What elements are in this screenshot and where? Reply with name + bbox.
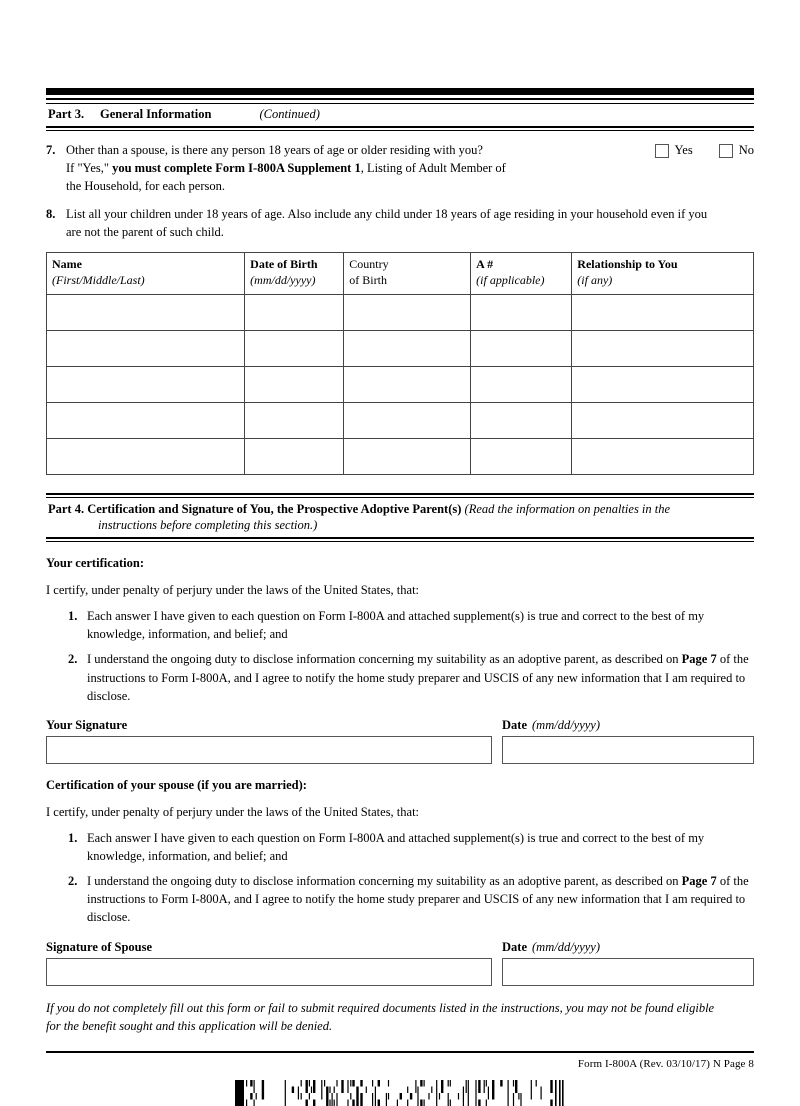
list-item-number: 2.	[68, 652, 78, 667]
cell-relationship[interactable]	[572, 330, 754, 366]
list-item-number: 1.	[68, 830, 78, 845]
your-date-input[interactable]	[502, 736, 754, 764]
table-row	[47, 366, 754, 402]
warning-line-2: for the benefit sought and this application will be denied.	[46, 1018, 333, 1033]
children-table-header	[47, 252, 754, 294]
question-7-no-label: No	[738, 143, 754, 158]
your-certification-list	[46, 607, 754, 705]
question-7-line-2-pre: If "Yes,"	[66, 160, 113, 175]
cell-country[interactable]	[344, 402, 471, 438]
cell-anumber[interactable]	[471, 330, 572, 366]
list-item-number: 2.	[68, 874, 78, 889]
children-table-header-row	[47, 252, 754, 294]
part-3-continued: (Continued)	[259, 107, 320, 121]
column-header-anumber-hint: (if applicable)	[476, 272, 545, 287]
question-7-number: 7.	[46, 143, 56, 158]
part-3-rule-bottom	[46, 130, 754, 132]
your-date-label	[502, 718, 754, 733]
list-item-text-a: I understand the ongoing duty to disclose information concerning my suitability as an adoptive parent, as described on	[87, 652, 682, 667]
spouse-signature-input[interactable]	[46, 958, 492, 986]
list-item-text-a: Each answer I have given to each question on Form I-800A and attached supplement(s) is true and correct to the best of my knowledge, information, and belief; and	[87, 830, 705, 864]
list-item	[46, 607, 754, 643]
cell-anumber[interactable]	[471, 438, 572, 474]
cell-relationship[interactable]	[572, 438, 754, 474]
list-item-text-a: Each answer I have given to each question on Form I-800A and attached supplement(s) is true and correct to the best of my knowledge, information, and belief; and	[87, 609, 705, 642]
question-8	[46, 206, 754, 242]
column-header-dob-hint: (mm/dd/yyyy)	[250, 272, 316, 287]
part-4-heading	[46, 498, 754, 537]
question-7-yes-label: Yes	[674, 143, 693, 158]
column-header-name	[47, 252, 245, 294]
cell-dob[interactable]	[245, 438, 344, 474]
question-7-supplement-emphasis: you must complete Form I-800A Supplement 1	[112, 160, 361, 175]
spouse-date-format-hint: (mm/dd/yyyy)	[532, 939, 601, 954]
list-item	[46, 650, 754, 704]
question-7-answer-group	[641, 142, 754, 195]
question-8-line-2: are not the parent of such child.	[66, 225, 224, 240]
spouse-certification-heading: Certification of your spouse (if you are married):	[46, 777, 307, 792]
checkbox-icon[interactable]	[655, 144, 669, 158]
column-header-country-label-2: of Birth	[349, 272, 387, 287]
header-thick-bar	[46, 88, 754, 95]
cell-dob[interactable]	[245, 366, 344, 402]
form-barcode	[235, 1080, 565, 1106]
spouse-date-field-group	[502, 940, 754, 986]
spouse-date-label	[502, 940, 754, 955]
part-4-title: Certification and Signature of You, the Prospective Adoptive Parent(s)	[87, 502, 462, 517]
list-item-page-reference: Page 7	[681, 874, 717, 889]
checkbox-icon[interactable]	[719, 144, 733, 158]
your-signature-label: Your Signature	[46, 717, 128, 732]
column-header-anumber	[471, 252, 572, 294]
column-header-country-label: Country	[349, 256, 389, 271]
cell-country[interactable]	[344, 330, 471, 366]
warning-line-1: If you do not completely fill out this form or fail to submit required documents listed in the instructions, you may not be found eligible	[46, 1000, 715, 1015]
warning-text	[46, 999, 754, 1035]
cell-name[interactable]	[47, 438, 245, 474]
column-header-name-label: Name	[52, 256, 82, 271]
column-header-country	[344, 252, 471, 294]
cell-country[interactable]	[344, 294, 471, 330]
list-item	[46, 829, 754, 865]
cell-country[interactable]	[344, 366, 471, 402]
column-header-anumber-label: A #	[476, 256, 494, 271]
list-item-text	[87, 607, 754, 643]
cell-relationship[interactable]	[572, 366, 754, 402]
cell-relationship[interactable]	[572, 402, 754, 438]
column-header-name-hint: (First/Middle/Last)	[52, 272, 145, 287]
your-signature-row	[46, 718, 754, 764]
list-item-number: 1.	[68, 609, 78, 624]
children-table-body	[47, 294, 754, 474]
column-header-relationship-label: Relationship to You	[577, 256, 678, 271]
spouse-certification-list	[46, 829, 754, 927]
table-row	[47, 438, 754, 474]
children-table	[46, 252, 754, 475]
spouse-signature-field-group	[46, 940, 492, 986]
table-row	[47, 402, 754, 438]
question-8-number: 8.	[46, 207, 56, 222]
list-item-text-b: of the instructions to Form I-800A, and I agree to notify the home study preparer and USCIS of any new information that I am required to disclose.	[87, 874, 749, 925]
table-row	[47, 330, 754, 366]
your-date-format-hint: (mm/dd/yyyy)	[532, 717, 601, 732]
cell-name[interactable]	[47, 294, 245, 330]
column-header-relationship	[572, 252, 754, 294]
part-3-heading	[46, 104, 754, 126]
cell-country[interactable]	[344, 438, 471, 474]
spouse-date-input[interactable]	[502, 958, 754, 986]
cell-name[interactable]	[47, 330, 245, 366]
part-3-number: Part 3.	[48, 107, 85, 121]
page-content	[46, 0, 754, 1106]
your-signature-input[interactable]	[46, 736, 492, 764]
list-item-text-a: I understand the ongoing duty to disclose information concerning my suitability as an adoptive parent, as described on	[87, 874, 682, 889]
spouse-signature-label: Signature of Spouse	[46, 939, 153, 954]
question-7-line-3: the Household, for each person.	[66, 178, 225, 193]
spouse-date-label-text: Date	[502, 939, 527, 954]
cell-anumber[interactable]	[471, 366, 572, 402]
list-item-text	[87, 650, 754, 704]
your-signature-field-group	[46, 718, 492, 764]
question-7-text	[66, 142, 641, 195]
table-row	[47, 294, 754, 330]
footer-rule	[46, 1051, 754, 1053]
cell-dob[interactable]	[245, 402, 344, 438]
cell-name[interactable]	[47, 402, 245, 438]
your-date-field-group	[502, 718, 754, 764]
list-item-text-b: of the instructions to Form I-800A, and I agree to notify the home study preparer and USCIS of any new information that I am required to disclose.	[87, 652, 749, 703]
question-7-line-1: Other than a spouse, is there any person 18 years of age or older residing with you?	[66, 143, 483, 158]
column-header-relationship-hint: (if any)	[577, 272, 613, 287]
question-8-line-1: List all your children under 18 years of age. Also include any child under 18 years of age residing in your household even if you	[66, 207, 708, 222]
spouse-certification-intro: I certify, under penalty of perjury under the laws of the United States, that:	[46, 804, 420, 819]
part-4-rule-bottom-2	[46, 541, 754, 543]
cell-relationship[interactable]	[572, 294, 754, 330]
part-3-title: General Information	[100, 107, 212, 121]
cell-dob[interactable]	[245, 330, 344, 366]
cell-anumber[interactable]	[471, 294, 572, 330]
your-date-label-text: Date	[502, 717, 527, 732]
question-7-line-2-post: , Listing of Adult Member of	[360, 160, 506, 175]
spouse-signature-row	[46, 940, 754, 986]
part-4-note-line-1: (Read the information on penalties in the	[464, 502, 671, 517]
your-certification-heading: Your certification:	[46, 556, 145, 571]
question-7-line-2	[66, 160, 641, 178]
list-item	[46, 872, 754, 926]
question-8-text	[66, 206, 754, 242]
question-7-yes-option[interactable]	[655, 142, 693, 160]
part-4-number: Part 4.	[48, 502, 85, 517]
cell-dob[interactable]	[245, 294, 344, 330]
list-item-page-reference: Page 7	[681, 652, 717, 667]
footer-form-info: Form I-800A (Rev. 03/10/17) N Page 8	[577, 1057, 754, 1070]
list-item-text	[87, 872, 754, 926]
cell-name[interactable]	[47, 366, 245, 402]
part-4-note-line-2: instructions before completing this section.)	[98, 518, 318, 533]
column-header-dob	[245, 252, 344, 294]
list-item-text	[87, 829, 754, 865]
question-7-no-option[interactable]	[719, 142, 754, 160]
column-header-dob-label: Date of Birth	[250, 256, 318, 271]
cell-anumber[interactable]	[471, 402, 572, 438]
your-certification-intro: I certify, under penalty of perjury under the laws of the United States, that:	[46, 583, 420, 598]
question-7	[46, 142, 754, 195]
